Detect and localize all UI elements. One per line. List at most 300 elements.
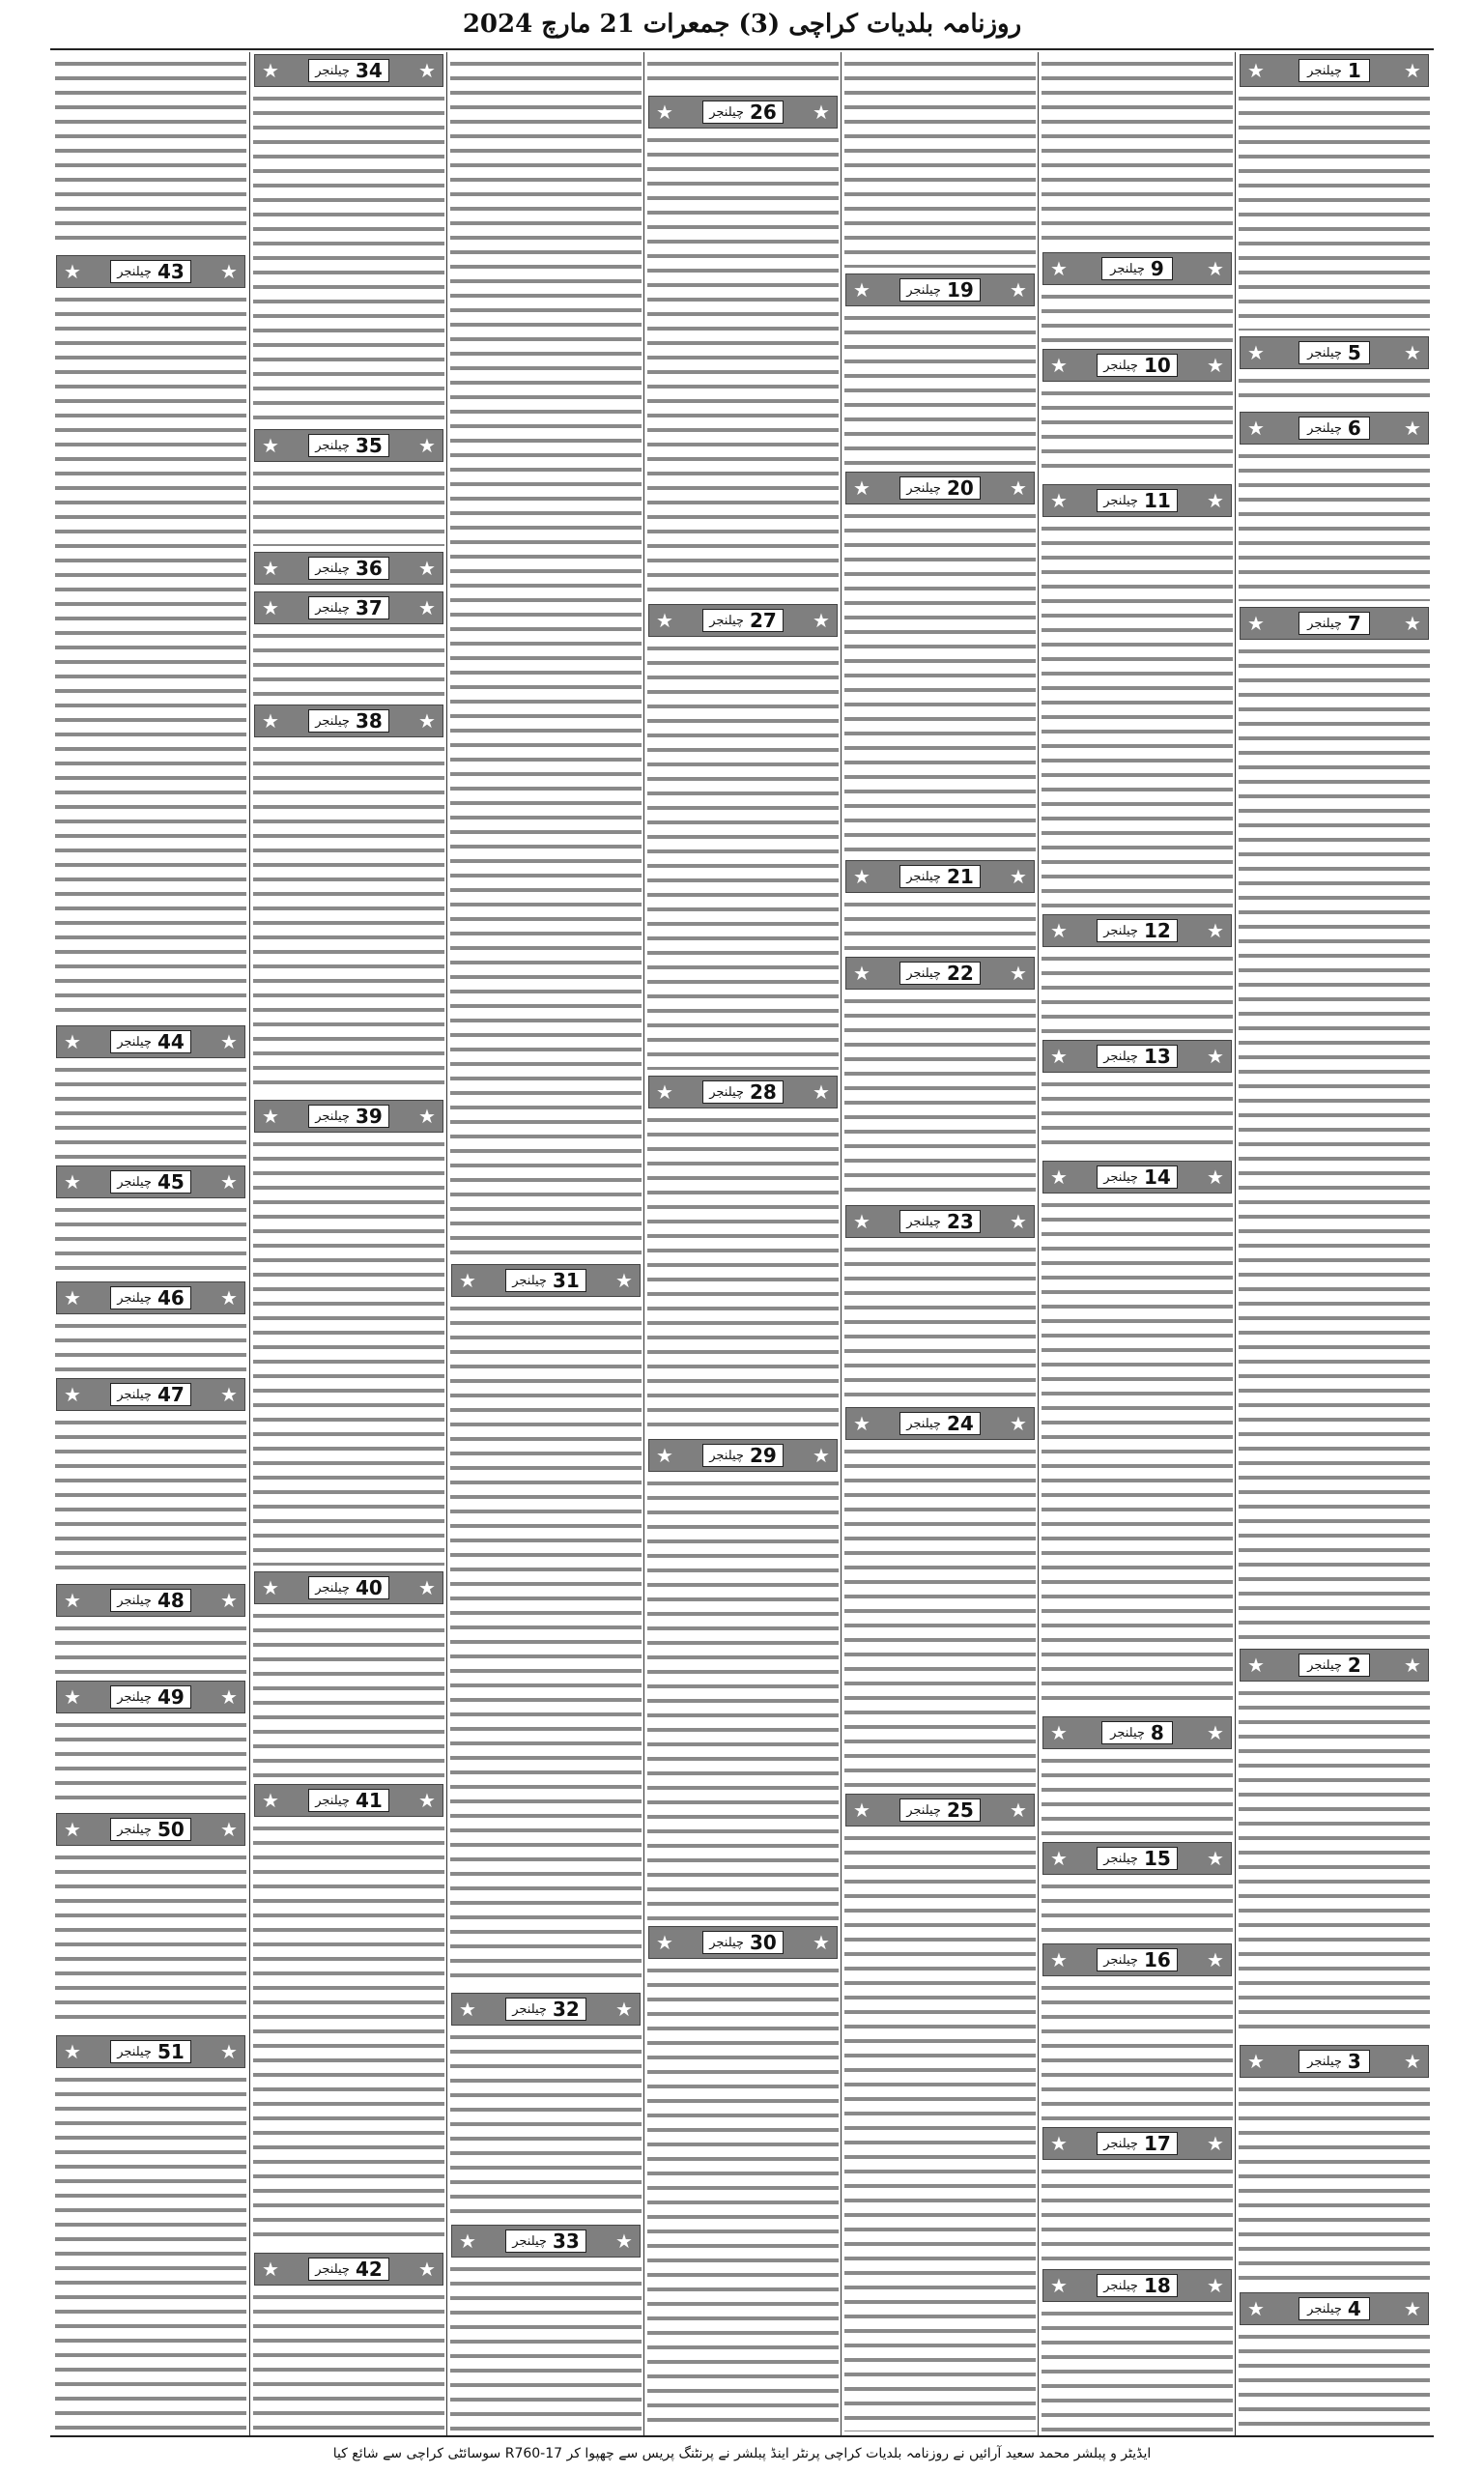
notice-number: 19 — [946, 278, 974, 302]
notice-body — [1239, 646, 1430, 758]
notice-text — [844, 508, 1036, 854]
notice-body — [55, 1320, 246, 1372]
notice-header — [648, 1926, 838, 1959]
notice-label: چیلنجر — [906, 869, 941, 884]
star-icon: ★ — [1247, 2050, 1265, 2073]
notice-body — [647, 643, 839, 755]
notice-number: 12 — [1143, 919, 1171, 942]
notice-number-plate — [1097, 354, 1178, 377]
star-icon: ★ — [1404, 417, 1421, 440]
notice-number: 13 — [1143, 1045, 1171, 1068]
notice-body — [1239, 2331, 1430, 2431]
notice-number: 31 — [552, 1269, 580, 1292]
notice-number: 23 — [946, 1210, 974, 1233]
notice-number: 44 — [157, 1030, 185, 1053]
notice-label: چیلنجر — [315, 1580, 350, 1596]
notice-text — [1239, 448, 1430, 601]
notice-label: چیلنجر — [315, 561, 350, 576]
star-icon: ★ — [1010, 865, 1027, 888]
notice-header — [1240, 2045, 1429, 2078]
notice-body — [647, 1478, 839, 1590]
notice-body — [55, 2074, 246, 2186]
notice-label: چیلنجر — [1103, 923, 1138, 938]
notice-body — [647, 1114, 839, 1226]
star-icon: ★ — [1247, 341, 1265, 364]
notice-body — [1042, 291, 1233, 343]
notice-label: چیلنجر — [315, 1793, 350, 1808]
notice-number-plate — [1097, 489, 1178, 512]
notice-label: چیلنجر — [709, 1448, 744, 1463]
newspaper-title: روزنامہ بلدیات کراچی (3) جمعرات 21 مارچ 2024 — [462, 10, 1022, 39]
notice-header — [1240, 54, 1429, 87]
notice-label: چیلنجر — [117, 264, 152, 279]
notice-body — [1042, 388, 1233, 478]
star-icon: ★ — [418, 1105, 436, 1128]
notice-text — [1239, 644, 1430, 1643]
notice-header — [1240, 336, 1429, 369]
notice-body — [55, 1064, 246, 1160]
star-icon: ★ — [853, 1210, 870, 1233]
notice-column-6 — [249, 52, 447, 2435]
star-icon: ★ — [1404, 1654, 1421, 1677]
notice-number: 11 — [1143, 489, 1171, 512]
notice-number-plate — [1298, 59, 1370, 82]
notice-number: 7 — [1347, 612, 1361, 635]
star-icon: ★ — [418, 59, 436, 82]
notice-header — [254, 552, 443, 585]
notice-text — [1239, 2082, 1430, 2287]
notice-number-plate — [110, 1030, 191, 1053]
notice-header — [451, 1264, 641, 1297]
notice-number: 50 — [157, 1818, 185, 1841]
notice-text — [1042, 2164, 1233, 2263]
star-icon: ★ — [1404, 2050, 1421, 2073]
notice-header — [56, 1681, 245, 1713]
star-icon: ★ — [1050, 1721, 1068, 1744]
notice-number-plate — [1298, 1654, 1370, 1677]
notice-header — [1240, 412, 1429, 445]
notice-label: چیلنجر — [1307, 2054, 1342, 2069]
star-icon: ★ — [1247, 612, 1265, 635]
notice-body — [1042, 953, 1233, 1034]
notice-text — [253, 628, 444, 699]
notice-label: چیلنجر — [1103, 1169, 1138, 1185]
notice-body — [844, 510, 1036, 622]
notice-label: چیلنجر — [315, 438, 350, 453]
notice-header — [254, 1784, 443, 1817]
notice-number-plate — [899, 962, 981, 985]
star-icon: ★ — [220, 1383, 238, 1406]
star-icon: ★ — [1247, 59, 1265, 82]
notice-number-plate — [1298, 417, 1370, 440]
notice-body — [844, 1446, 1036, 1558]
notice-label: چیلنجر — [906, 1802, 941, 1818]
notice-body — [647, 134, 839, 246]
notice-body — [253, 1823, 444, 1935]
notice-label: چیلنجر — [512, 2001, 547, 2017]
notice-text — [55, 1415, 246, 1578]
notice-number: 3 — [1347, 2050, 1361, 2073]
notice-label: چیلنجر — [906, 1214, 941, 1229]
notice-body — [253, 630, 444, 699]
notice-text — [647, 1476, 839, 1920]
notice-number: 22 — [946, 962, 974, 985]
notice-number: 2 — [1347, 1654, 1361, 1677]
notice-label: چیلنجر — [315, 713, 350, 729]
notice-header — [845, 1794, 1035, 1827]
notice-number: 4 — [1347, 2297, 1361, 2320]
footer-imprint: ایڈیٹر و پبلشر محمد سعید آرائیں نے روزنامہ بلدیات کراچی پرنٹر اینڈ پبلشر نے پرنٹنگ پریس سے چھپوا کر R760-17 سوسائٹی کراچی سے شائع کیا — [332, 2446, 1152, 2461]
notice-number: 30 — [749, 1931, 777, 1954]
notice-label: چیلنجر — [512, 2233, 547, 2249]
notice-number-plate — [308, 709, 389, 733]
notice-text — [450, 2261, 642, 2431]
notice-header — [1240, 2292, 1429, 2325]
star-icon: ★ — [418, 557, 436, 580]
notice-label: چیلنجر — [117, 1387, 152, 1402]
notice-header — [1042, 1716, 1232, 1749]
notice-label: چیلنجر — [117, 1174, 152, 1190]
notice-label: چیلنجر — [906, 282, 941, 298]
notice-label: چیلنجر — [1307, 345, 1342, 360]
notice-body — [253, 2291, 444, 2403]
star-icon: ★ — [262, 1105, 279, 1128]
notice-header — [1042, 252, 1232, 285]
star-icon: ★ — [418, 596, 436, 619]
notice-text — [253, 91, 444, 423]
star-icon: ★ — [220, 2040, 238, 2063]
notice-number-plate — [308, 1789, 389, 1812]
notice-number-plate — [1097, 919, 1178, 942]
notice-number-plate — [702, 101, 784, 124]
notice-number-plate — [110, 1589, 191, 1612]
notice-number: 49 — [157, 1685, 185, 1709]
notice-number-plate — [110, 1685, 191, 1709]
notice-label: چیلنجر — [1307, 63, 1342, 78]
notice-number-plate — [1097, 1847, 1178, 1870]
notice-number: 36 — [355, 557, 383, 580]
star-icon: ★ — [615, 1269, 633, 1292]
notice-label: چیلنجر — [1110, 261, 1145, 276]
notice-body — [55, 1852, 246, 1964]
star-icon: ★ — [64, 1383, 81, 1406]
star-icon: ★ — [1050, 257, 1068, 280]
notice-body — [844, 1832, 1036, 1944]
notice-label: چیلنجر — [117, 1593, 152, 1608]
notice-number: 10 — [1143, 354, 1171, 377]
notice-header — [1240, 607, 1429, 640]
notice-number: 41 — [355, 1789, 383, 1812]
notice-header — [254, 1571, 443, 1604]
notice-number: 28 — [749, 1080, 777, 1104]
notice-number: 38 — [355, 709, 383, 733]
notice-number: 33 — [552, 2229, 580, 2253]
notice-number-plate — [110, 1286, 191, 1309]
star-icon: ★ — [1050, 1045, 1068, 1068]
star-icon: ★ — [1247, 417, 1265, 440]
notice-header — [1042, 2127, 1232, 2160]
star-icon: ★ — [64, 1818, 81, 1841]
notice-label: چیلنجر — [117, 1822, 152, 1837]
star-icon: ★ — [615, 2229, 633, 2253]
notice-number-plate — [702, 1931, 784, 1954]
star-icon: ★ — [656, 1444, 673, 1467]
star-icon: ★ — [1207, 919, 1224, 942]
notice-label: چیلنجر — [1103, 1049, 1138, 1064]
star-icon: ★ — [656, 1080, 673, 1104]
notice-column-2 — [1038, 52, 1236, 2435]
notice-number: 21 — [946, 865, 974, 888]
star-icon: ★ — [1050, 2132, 1068, 2155]
notice-number: 27 — [749, 609, 777, 632]
notice-number-plate — [505, 1269, 586, 1292]
notice-text — [1042, 2306, 1233, 2431]
notice-header — [648, 96, 838, 129]
notice-text — [253, 466, 444, 546]
notice-columns — [52, 52, 1432, 2435]
notice-header — [1042, 1842, 1232, 1875]
notice-text — [1239, 373, 1430, 406]
notice-body — [450, 2263, 642, 2375]
notice-body — [1239, 1687, 1430, 1799]
notice-header — [56, 1813, 245, 1846]
star-icon: ★ — [1404, 59, 1421, 82]
notice-number-plate — [110, 2040, 191, 2063]
notice-header — [254, 591, 443, 624]
star-icon: ★ — [418, 2258, 436, 2281]
notice-header — [1042, 349, 1232, 382]
star-icon: ★ — [1050, 489, 1068, 512]
notice-header — [254, 705, 443, 737]
notice-number: 15 — [1143, 1847, 1171, 1870]
notice-label: چیلنجر — [1307, 616, 1342, 631]
star-icon: ★ — [220, 1818, 238, 1841]
notice-label: چیلنجر — [1307, 2301, 1342, 2316]
notice-text — [55, 1202, 246, 1276]
footer — [0, 2439, 1484, 2468]
star-icon: ★ — [1010, 476, 1027, 500]
notice-text — [1239, 2329, 1430, 2431]
notice-number-plate — [308, 596, 389, 619]
star-icon: ★ — [1404, 612, 1421, 635]
star-icon: ★ — [1207, 257, 1224, 280]
notice-text — [253, 1608, 444, 1778]
notice-column-1 — [1235, 52, 1433, 2435]
notice-header — [648, 1439, 838, 1472]
notice-text — [1042, 951, 1233, 1034]
notice-number-plate — [308, 1576, 389, 1599]
star-icon: ★ — [813, 1080, 830, 1104]
notice-number-plate — [1298, 2297, 1370, 2320]
notice-header — [451, 2225, 641, 2258]
notice-number-plate — [702, 1080, 784, 1104]
notice-text — [253, 2289, 444, 2431]
notice-body — [1042, 2308, 1233, 2420]
notice-header — [56, 1281, 245, 1314]
notice-text — [1042, 1980, 1233, 2121]
notice-number-plate — [1097, 1948, 1178, 1971]
notice-label: چیلنجر — [117, 1034, 152, 1050]
notice-text — [1042, 1077, 1233, 1155]
notice-body — [450, 58, 642, 170]
notice-header — [254, 1100, 443, 1133]
notice-label: چیلنجر — [709, 613, 744, 628]
notice-text — [647, 641, 839, 1070]
notice-label: چیلنجر — [512, 1273, 547, 1288]
notice-number: 1 — [1347, 59, 1361, 82]
notice-text — [55, 56, 246, 249]
star-icon: ★ — [262, 557, 279, 580]
notice-number-plate — [1101, 1721, 1173, 1744]
notice-header — [56, 1165, 245, 1198]
notice-column-4 — [643, 52, 842, 2435]
star-icon: ★ — [1207, 1721, 1224, 1744]
notice-body — [1239, 93, 1430, 205]
notice-label: چیلنجر — [315, 2261, 350, 2277]
star-icon: ★ — [1050, 919, 1068, 942]
star-icon: ★ — [64, 260, 81, 283]
star-icon: ★ — [220, 1685, 238, 1709]
notice-number: 51 — [157, 2040, 185, 2063]
notice-number: 14 — [1143, 1165, 1171, 1189]
star-icon: ★ — [1050, 1847, 1068, 1870]
notice-header — [1042, 2269, 1232, 2302]
star-icon: ★ — [459, 1269, 476, 1292]
notice-number-plate — [1101, 257, 1173, 280]
notice-text — [253, 1821, 444, 2247]
star-icon: ★ — [1404, 341, 1421, 364]
notice-number-plate — [1298, 612, 1370, 635]
notice-number-plate — [899, 278, 981, 302]
notice-number-plate — [308, 434, 389, 457]
star-icon: ★ — [262, 1576, 279, 1599]
star-icon: ★ — [64, 2040, 81, 2063]
notice-text — [844, 993, 1036, 1199]
masthead — [0, 0, 1484, 48]
star-icon: ★ — [220, 1170, 238, 1194]
notice-body — [1042, 2166, 1233, 2263]
notice-number: 18 — [1143, 2274, 1171, 2297]
notice-text — [55, 1717, 246, 1807]
notice-number-plate — [899, 476, 981, 500]
star-icon: ★ — [1207, 489, 1224, 512]
notice-text — [1042, 56, 1233, 246]
notice-body — [1239, 450, 1430, 562]
star-icon: ★ — [459, 2229, 476, 2253]
notice-header — [56, 255, 245, 288]
notice-number-plate — [110, 1383, 191, 1406]
notice-label: چیلنجر — [1307, 420, 1342, 436]
notice-body — [647, 1965, 839, 2077]
notice-number-plate — [110, 1170, 191, 1194]
notice-text — [844, 310, 1036, 466]
notice-column-7 — [52, 52, 249, 2435]
notice-text — [55, 292, 246, 1020]
star-icon: ★ — [853, 962, 870, 985]
star-icon: ★ — [418, 709, 436, 733]
star-icon: ★ — [220, 1286, 238, 1309]
notice-body — [1042, 58, 1233, 170]
star-icon: ★ — [615, 1998, 633, 2021]
notice-label: چیلنجر — [906, 1416, 941, 1431]
star-icon: ★ — [262, 434, 279, 457]
notice-number: 20 — [946, 476, 974, 500]
notice-label: چیلنجر — [117, 1689, 152, 1705]
notice-number: 35 — [355, 434, 383, 457]
star-icon: ★ — [656, 1931, 673, 1954]
star-icon: ★ — [418, 1576, 436, 1599]
notice-text — [844, 1242, 1036, 1401]
star-icon: ★ — [64, 1170, 81, 1194]
notice-number: 24 — [946, 1412, 974, 1435]
notice-header — [56, 1025, 245, 1058]
star-icon: ★ — [853, 865, 870, 888]
notice-number: 8 — [1150, 1721, 1164, 1744]
notice-header — [845, 273, 1035, 306]
notice-body — [1042, 1982, 1233, 2094]
star-icon: ★ — [853, 1798, 870, 1822]
notice-body — [253, 1138, 444, 1251]
notice-number: 9 — [1150, 257, 1164, 280]
notice-label: چیلنجر — [117, 2044, 152, 2059]
notice-text — [450, 1301, 642, 1987]
star-icon: ★ — [64, 1030, 81, 1053]
notice-label: چیلنجر — [1103, 1952, 1138, 1968]
notice-body — [844, 312, 1036, 424]
notice-number: 29 — [749, 1444, 777, 1467]
notice-body — [55, 294, 246, 406]
notice-body — [55, 1204, 246, 1276]
star-icon: ★ — [262, 1789, 279, 1812]
notice-column-3 — [841, 52, 1039, 2435]
notice-text — [55, 1062, 246, 1160]
star-icon: ★ — [1207, 1847, 1224, 1870]
notice-label: چیلنجر — [1307, 1657, 1342, 1673]
star-icon: ★ — [418, 434, 436, 457]
star-icon: ★ — [64, 1589, 81, 1612]
star-icon: ★ — [1207, 354, 1224, 377]
notice-label: چیلنجر — [709, 1084, 744, 1100]
notice-text — [253, 741, 444, 1094]
notice-header — [1042, 914, 1232, 947]
star-icon: ★ — [1207, 2274, 1224, 2297]
notice-number-plate — [308, 557, 389, 580]
notice-number-plate — [110, 1818, 191, 1841]
notice-header — [845, 1205, 1035, 1238]
notice-text — [1042, 1197, 1233, 1711]
notice-header — [56, 1378, 245, 1411]
notice-number-plate — [899, 865, 981, 888]
notice-body — [253, 1610, 444, 1722]
notice-text — [1239, 91, 1430, 331]
notice-number: 37 — [355, 596, 383, 619]
notice-label: چیلنجر — [117, 1290, 152, 1306]
notice-header — [845, 957, 1035, 990]
bottom-rule — [50, 2435, 1434, 2437]
notice-number-plate — [1097, 2132, 1178, 2155]
star-icon: ★ — [1050, 1948, 1068, 1971]
notice-text — [1042, 1753, 1233, 1836]
notice-number: 34 — [355, 59, 383, 82]
notice-header — [648, 604, 838, 637]
notice-body — [844, 1244, 1036, 1356]
star-icon: ★ — [1050, 1165, 1068, 1189]
notice-number-plate — [1298, 2050, 1370, 2073]
notice-label: چیلنجر — [1103, 2278, 1138, 2293]
notice-number: 5 — [1347, 341, 1361, 364]
star-icon: ★ — [1010, 1798, 1027, 1822]
notice-label: چیلنجر — [1110, 1725, 1145, 1740]
